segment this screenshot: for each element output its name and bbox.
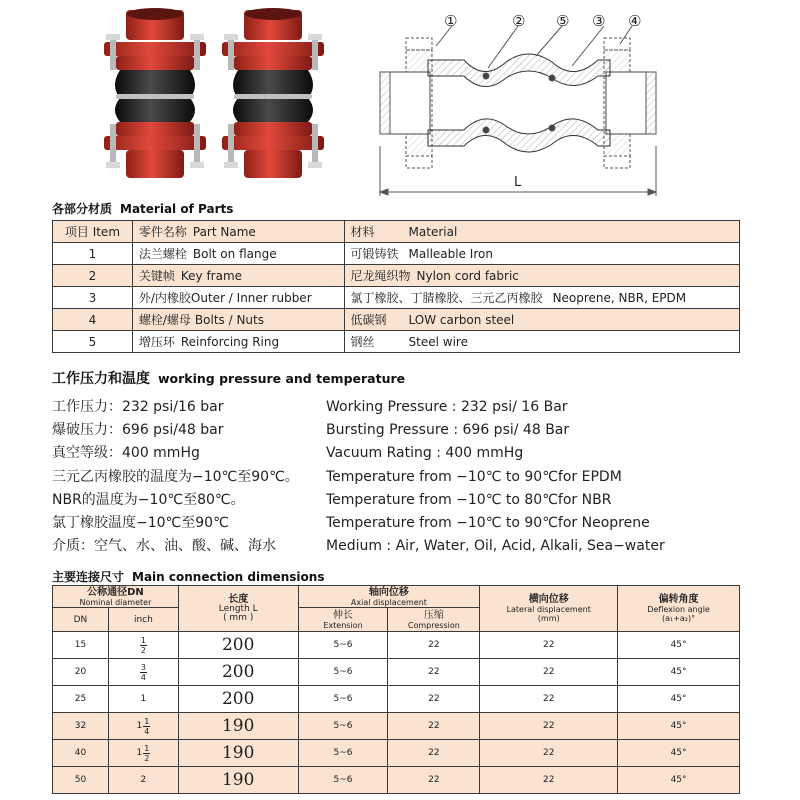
table-cell: 190 [178, 767, 298, 794]
table-cell: 22 [480, 659, 618, 686]
list-item: 氯丁橡胶温度−10℃至90℃ Temperature from −10℃ to 90℃for Neoprene [52, 514, 650, 531]
fraction-numerator: 1 [144, 716, 150, 726]
table-cell: 45° [618, 767, 740, 794]
table-row [53, 767, 740, 794]
table-cell: 200 [178, 686, 298, 713]
fraction-denominator: 4 [144, 726, 150, 736]
working-heading: 工作压力和温度 working pressure and temperature [52, 371, 406, 387]
dimensions-heading: 主要连接尺寸 Main connection dimensions [52, 570, 325, 584]
table-cell: 15 [53, 632, 109, 659]
inch-cell [108, 686, 178, 713]
list-item: NBR的温度为−10℃至80℃。 Temperature from −10℃ to 80℃for NBR [52, 491, 612, 508]
inch-cell [108, 632, 178, 659]
inch-cell [108, 713, 178, 740]
dimension-label: L [514, 175, 522, 190]
inch-fraction [143, 744, 150, 763]
fraction-denominator: 4 [140, 672, 146, 682]
header-part-name: 零件名称 Part Name [132, 221, 344, 243]
table-row: 3 外/内橡胶Outer / Inner rubber 氯丁橡胶、丁腈橡胶、三元乙丙橡胶 Neoprene, NBR, EPDM [53, 287, 740, 309]
list-item: 工作压力：232 psi/16 bar Working Pressure : 232 psi/ 16 Bar [52, 399, 568, 415]
table-cell: 5~6 [298, 632, 388, 659]
table-cell: 22 [480, 767, 618, 794]
callout-2: ② [512, 12, 526, 30]
table-cell: 5~6 [298, 767, 388, 794]
list-item: 三元乙丙橡胶的温度为−10℃至90℃。 Temperature from −10℃ to 90℃for EPDM [52, 468, 622, 485]
table-cell: 50 [53, 767, 109, 794]
table-cell: 45° [618, 686, 740, 713]
callout-5: ⑤ [556, 12, 570, 30]
callout-3: ③ [592, 12, 606, 30]
table-cell: 22 [480, 713, 618, 740]
table-cell: 190 [178, 713, 298, 740]
dimensions-table [52, 585, 740, 794]
list-item: 介质：空气、水、油、酸、碱、海水 Medium : Air, Water, Oil, Acid, Alkali, Sea−water [52, 538, 665, 555]
table-cell: 22 [388, 632, 480, 659]
table-cell: 40 [53, 740, 109, 767]
inch-fraction [140, 636, 147, 655]
table-cell: 5~6 [298, 659, 388, 686]
table-row: 5 增压环 Reinforcing Ring 钢丝 Steel wire [53, 331, 740, 353]
inch-whole: 1 [140, 694, 147, 704]
callout-4: ④ [628, 12, 642, 30]
fraction-numerator: 1 [140, 635, 146, 645]
table-row [53, 659, 740, 686]
table-cell: 45° [618, 740, 740, 767]
table-cell: 22 [480, 686, 618, 713]
table-row [53, 686, 740, 713]
table-cell: 32 [53, 713, 109, 740]
table-row: 2 关键帧 Key frame 尼龙绳织物 Nylon cord fabric [53, 265, 740, 287]
table-cell: 190 [178, 740, 298, 767]
table-cell: 22 [388, 767, 480, 794]
inch-cell [108, 740, 178, 767]
inch-whole: 1 [136, 721, 143, 731]
fraction-numerator: 3 [140, 662, 146, 672]
table-cell: 200 [178, 632, 298, 659]
rubber-joint-photo-right [214, 6, 332, 184]
table-row: 4 螺栓/螺母 Bolts / Nuts 低碳钢 LOW carbon steel [53, 309, 740, 331]
table-cell: 5~6 [298, 740, 388, 767]
table-cell: 22 [388, 740, 480, 767]
table-row [53, 713, 740, 740]
table-cell: 22 [480, 632, 618, 659]
table-cell: 5~6 [298, 686, 388, 713]
table-row [53, 632, 740, 659]
table-cell: 22 [388, 713, 480, 740]
table-cell: 45° [618, 659, 740, 686]
working-spec-list [52, 396, 752, 558]
cross-section-drawing [366, 6, 720, 196]
header-material: 材料 Material [344, 221, 739, 243]
table-cell: 22 [480, 740, 618, 767]
dims-subheader-row: DN inch 伸长 Extension 压缩 Compression [53, 608, 740, 632]
list-item: 爆破压力：696 psi/48 bar Bursting Pressure : 696 psi/ 48 Bar [52, 422, 570, 439]
parts-header-row [53, 221, 740, 243]
fraction-numerator: 1 [144, 743, 150, 753]
inch-whole: 2 [140, 775, 147, 785]
list-item: 真空等级：400 mmHg Vacuum Rating : 400 mmHg [52, 445, 524, 462]
inch-fraction [140, 663, 147, 682]
table-cell: 22 [388, 686, 480, 713]
parts-table [52, 220, 740, 353]
table-row: 1 法兰螺栓 Bolt on flange 可锻铸铁 Malleable Iron [53, 243, 740, 265]
fraction-denominator: 2 [140, 645, 146, 655]
fraction-denominator: 2 [144, 753, 150, 763]
callout-1: ① [444, 12, 458, 30]
header-item: 项目 Item [53, 221, 133, 243]
inch-whole: 1 [136, 748, 143, 758]
rubber-joint-photo-left [96, 6, 214, 184]
inch-fraction [143, 717, 150, 736]
parts-heading: 各部分材质 Material of Parts [52, 202, 234, 216]
inch-cell [108, 767, 178, 794]
table-cell: 45° [618, 713, 740, 740]
inch-cell [108, 659, 178, 686]
table-cell: 20 [53, 659, 109, 686]
dims-header-row: 公称通径DN Nominal diameter 长度 Length L ( mm ) 轴向位移 Axial displacement 横向位移 Lateral displacement (mm) 偏转角度 Deflexion angle (a₁+a₂)° [53, 586, 740, 608]
table-cell: 200 [178, 659, 298, 686]
table-cell: 5~6 [298, 713, 388, 740]
table-row [53, 740, 740, 767]
table-cell: 22 [388, 659, 480, 686]
table-cell: 45° [618, 632, 740, 659]
table-cell: 25 [53, 686, 109, 713]
